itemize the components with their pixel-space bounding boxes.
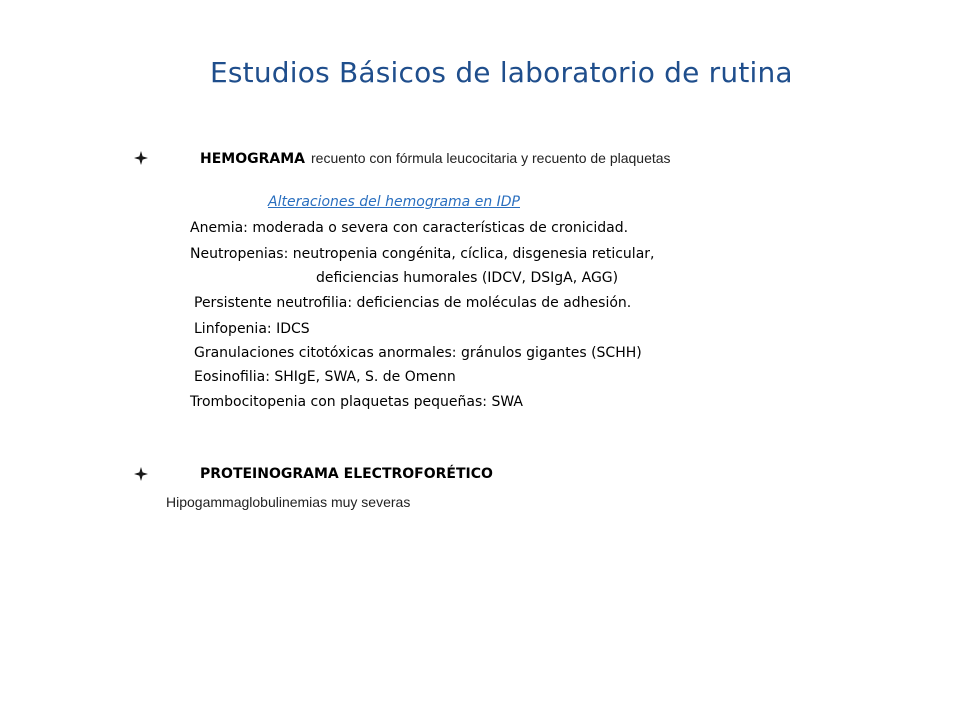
- diamond-bullet-icon: [134, 467, 148, 484]
- hemograma-label: HEMOGRAMA: [200, 151, 305, 167]
- list-item-neutropenias-cont: deficiencias humorales (IDCV, DSIgA, AGG): [316, 270, 619, 286]
- diamond-bullet-icon: [134, 151, 148, 168]
- list-item-neutrofilia: Persistente neutrofilia: deficiencias de moléculas de adhesión.: [194, 295, 632, 311]
- hemograma-description: recuento con fórmula leucocitaria y recuento de plaquetas: [311, 150, 671, 166]
- page-title: Estudios Básicos de laboratorio de rutina: [210, 56, 793, 89]
- list-item-trombocitopenia: Trombocitopenia con plaquetas pequeñas: SWA: [190, 394, 523, 410]
- list-item-neutropenias: Neutropenias: neutropenia congénita, cíclica, disgenesia reticular,: [190, 246, 655, 262]
- list-item-eosinofilia: Eosinofilia: SHIgE, SWA, S. de Omenn: [194, 369, 456, 385]
- list-item-linfopenia: Linfopenia: IDCS: [194, 321, 310, 337]
- list-item-anemia: Anemia: moderada o severa con características de cronicidad.: [190, 220, 629, 236]
- list-item-granulaciones: Granulaciones citotóxicas anormales: gránulos gigantes (SCHH): [194, 345, 642, 361]
- section-proteinograma-heading: PROTEINOGRAMA ELECTROFORÉTICO: [200, 466, 493, 482]
- proteinograma-description: Hipogammaglobulinemias muy severas: [166, 494, 411, 510]
- alteraciones-link[interactable]: Alteraciones del hemograma en IDP: [268, 194, 520, 210]
- section-hemograma-heading: [200, 150, 671, 167]
